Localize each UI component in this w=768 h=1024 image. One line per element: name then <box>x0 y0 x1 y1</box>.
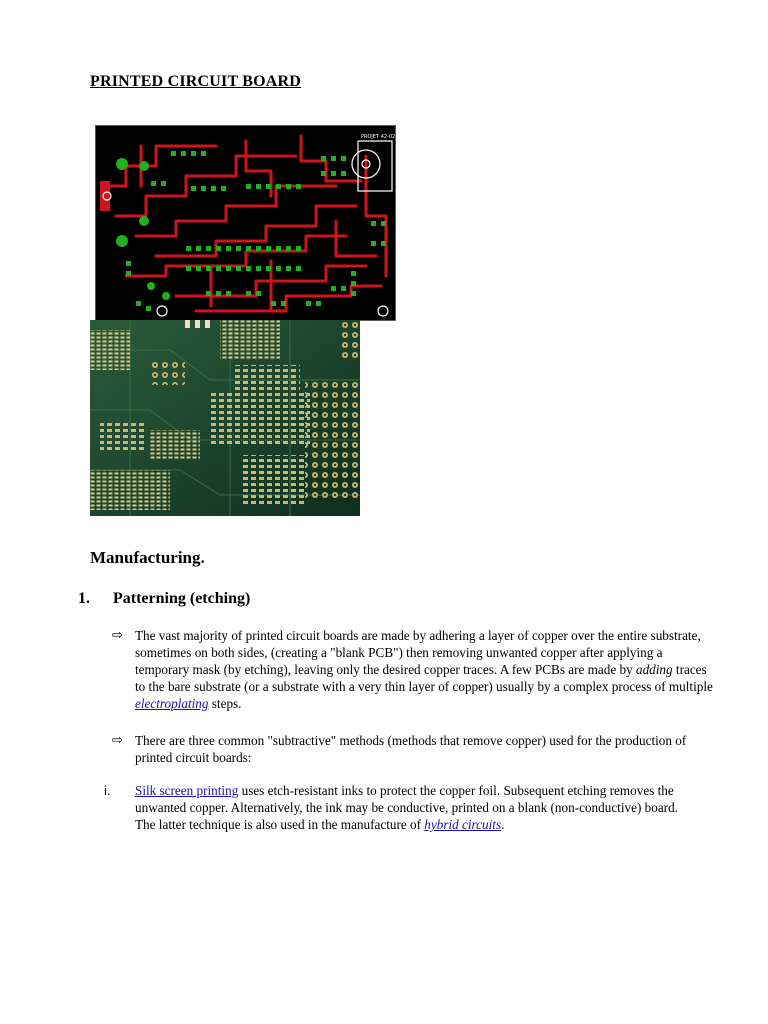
bullet-text: There are three common "subtractive" methods (methods that remove copper) used for the production of printed circuit boards: <box>135 733 687 765</box>
pcb-label: PROJET 42-02 <box>361 134 396 140</box>
numbered-heading <box>78 590 250 608</box>
silk-screen-printing-link[interactable]: Silk screen printing <box>135 783 239 798</box>
step-number: 1. <box>78 590 90 607</box>
hybrid-circuits-link[interactable]: hybrid circuits <box>424 817 502 832</box>
bullet-text-part: The vast majority of printed circuit boards are made by adhering a layer of copper over the entire substrate, sometimes on both sides, (creating a "blank PCB") then removing unwanted copper after applying a temporary mask (by etching), leaving only the desired copper traces. A few PCBs are made by <box>135 628 701 677</box>
pcb-layout-drawing <box>96 126 396 321</box>
pcb-layout-image <box>95 125 396 321</box>
roman-item-text <box>135 782 695 833</box>
electroplating-link[interactable]: electroplating <box>135 696 209 711</box>
bullet-text-part: traces to the bare substrate (or a substrate with a very thin layer of copper) usually by a complex process of multiple <box>135 662 713 694</box>
bullet-text-part: steps. <box>208 696 242 711</box>
emphasis-text: adding <box>635 662 673 677</box>
step-title: Patterning (etching) <box>113 590 251 607</box>
roman-text-part: . <box>501 817 505 832</box>
section-heading: Manufacturing. <box>90 548 205 567</box>
arrow-bullet-icon: ⇨ <box>112 733 123 748</box>
bullet-text <box>135 627 715 712</box>
document-title: PRINTED CIRCUIT BOARD <box>90 73 302 90</box>
pcb-photo-image <box>90 320 360 516</box>
arrow-bullet-icon: ⇨ <box>112 628 123 643</box>
roman-text-part: uses etch-resistant inks to protect the copper foil. Subsequent etching removes the unwanted copper. Alternatively, the ink may be conductive, printed on a blank (non-conductive) board. The latter technique is also used in the manufacture of <box>135 783 678 832</box>
pcb-photo-drawing <box>90 320 360 516</box>
roman-numeral-marker: i. <box>104 783 111 798</box>
